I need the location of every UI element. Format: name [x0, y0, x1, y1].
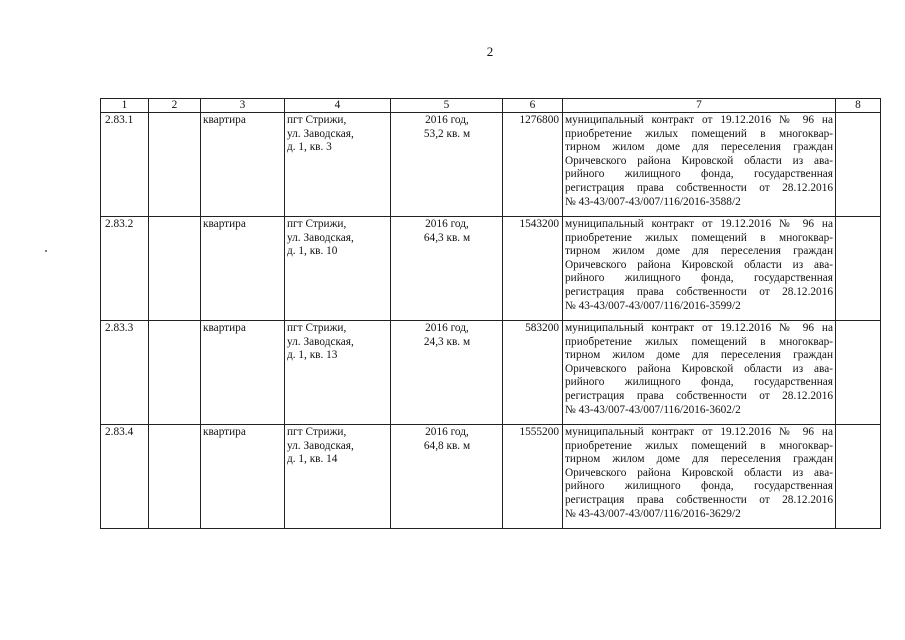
year-area-cell: [391, 321, 503, 425]
object-type-cell: квартира: [201, 113, 285, 217]
basis-cell: [563, 425, 836, 529]
property-registry-table: [100, 98, 881, 529]
basis-cell: [563, 113, 836, 217]
address-line: ул. Заводская,: [287, 127, 354, 140]
row-number-cell: 2.83.4: [101, 425, 149, 529]
column-2-cell: [149, 217, 201, 321]
basis-line: приобретение жилых помещений в многоквар-: [565, 439, 833, 452]
basis-line: № 43-43/007-43/007/116/2016-3599/2: [565, 299, 741, 312]
row-number-cell: 2.83.3: [101, 321, 149, 425]
basis-line: приобретение жилых помещений в многоквар-: [565, 335, 833, 348]
address-line: пгт Стрижи,: [287, 218, 347, 230]
basis-line: регистрация права собственности от 28.12.2016: [565, 493, 833, 506]
basis-line: № 43-43/007-43/007/116/2016-3602/2: [565, 403, 741, 416]
object-type-cell: квартира: [201, 321, 285, 425]
basis-line: регистрация права собственности от 28.12.2016: [565, 285, 833, 298]
year-area-cell: [391, 425, 503, 529]
table-row: [101, 425, 881, 529]
cost-cell: 1276800: [503, 113, 563, 217]
header-cell-5: 5: [391, 99, 503, 113]
column-2-cell: [149, 321, 201, 425]
year-area-line: 2016 год,: [425, 218, 469, 230]
column-8-cell: [836, 217, 881, 321]
address-line: ул. Заводская,: [287, 335, 354, 348]
year-area-line: 24,3 кв. м: [423, 335, 471, 348]
basis-line: муниципальный контракт от 19.12.2016 № 96 на: [565, 426, 833, 438]
header-cell-1: 1: [101, 99, 149, 113]
basis-line: регистрация права собственности от 28.12.2016: [565, 389, 833, 402]
address-cell: [285, 425, 391, 529]
header-cell-4: 4: [285, 99, 391, 113]
column-2-cell: [149, 425, 201, 529]
column-8-cell: [836, 113, 881, 217]
basis-line: тирном жилом доме для переселения граждан: [565, 453, 833, 466]
basis-line: рийного жилищного фонда, государственная: [565, 168, 833, 181]
address-cell: [285, 321, 391, 425]
basis-line: Оричевского района Кировской области из ава-: [565, 154, 833, 167]
year-area-line: 64,3 кв. м: [423, 231, 471, 244]
basis-line: № 43-43/007-43/007/116/2016-3629/2: [565, 507, 741, 520]
address-cell: [285, 217, 391, 321]
address-line: д. 1, кв. 13: [287, 349, 338, 362]
table-row: [101, 217, 881, 321]
year-area-cell: [391, 217, 503, 321]
cost-cell: 1555200: [503, 425, 563, 529]
table-header-row: [101, 99, 881, 113]
address-line: пгт Стрижи,: [287, 426, 347, 438]
address-line: д. 1, кв. 14: [287, 453, 338, 466]
basis-line: тирном жилом доме для переселения граждан: [565, 245, 833, 258]
row-number-cell: 2.83.2: [101, 217, 149, 321]
year-area-line: 2016 год,: [425, 322, 469, 334]
table-row: [101, 113, 881, 217]
page-number: 2: [486, 44, 494, 59]
column-8-cell: [836, 425, 881, 529]
header-cell-8: 8: [836, 99, 881, 113]
basis-line: рийного жилищного фонда, государственная: [565, 376, 833, 389]
header-cell-6: 6: [503, 99, 563, 113]
basis-line: рийного жилищного фонда, государственная: [565, 480, 833, 493]
basis-line: Оричевского района Кировской области из ава-: [565, 362, 833, 375]
basis-cell: [563, 217, 836, 321]
header-cell-2: 2: [149, 99, 201, 113]
header-cell-3: 3: [201, 99, 285, 113]
year-area-line: 64,8 кв. м: [423, 439, 471, 452]
basis-line: муниципальный контракт от 19.12.2016 № 96 на: [565, 114, 833, 126]
header-cell-7: 7: [563, 99, 836, 113]
basis-line: приобретение жилых помещений в многоквар-: [565, 231, 833, 244]
basis-line: приобретение жилых помещений в многоквар-: [565, 127, 833, 140]
year-area-line: 2016 год,: [425, 426, 469, 438]
column-8-cell: [836, 321, 881, 425]
row-number-cell: 2.83.1: [101, 113, 149, 217]
object-type-cell: квартира: [201, 217, 285, 321]
address-line: д. 1, кв. 10: [287, 245, 338, 258]
basis-line: Оричевского района Кировской области из ава-: [565, 466, 833, 479]
address-line: ул. Заводская,: [287, 231, 354, 244]
basis-line: муниципальный контракт от 19.12.2016 № 96 на: [565, 322, 833, 334]
year-area-cell: [391, 113, 503, 217]
basis-line: регистрация права собственности от 28.12.2016: [565, 181, 833, 194]
year-area-line: 53,2 кв. м: [423, 127, 471, 140]
basis-line: тирном жилом доме для переселения граждан: [565, 349, 833, 362]
basis-line: тирном жилом доме для переселения граждан: [565, 141, 833, 154]
object-type-cell: квартира: [201, 425, 285, 529]
address-line: д. 1, кв. 3: [287, 141, 332, 154]
basis-line: Оричевского района Кировской области из ава-: [565, 258, 833, 271]
scan-speck: [45, 250, 47, 252]
basis-line: муниципальный контракт от 19.12.2016 № 96 на: [565, 218, 833, 230]
table-row: [101, 321, 881, 425]
basis-cell: [563, 321, 836, 425]
cost-cell: 1543200: [503, 217, 563, 321]
address-line: пгт Стрижи,: [287, 114, 347, 126]
address-cell: [285, 113, 391, 217]
year-area-line: 2016 год,: [425, 114, 469, 126]
cost-cell: 583200: [503, 321, 563, 425]
basis-line: № 43-43/007-43/007/116/2016-3588/2: [565, 195, 741, 208]
address-line: пгт Стрижи,: [287, 322, 347, 334]
column-2-cell: [149, 113, 201, 217]
basis-line: рийного жилищного фонда, государственная: [565, 272, 833, 285]
address-line: ул. Заводская,: [287, 439, 354, 452]
